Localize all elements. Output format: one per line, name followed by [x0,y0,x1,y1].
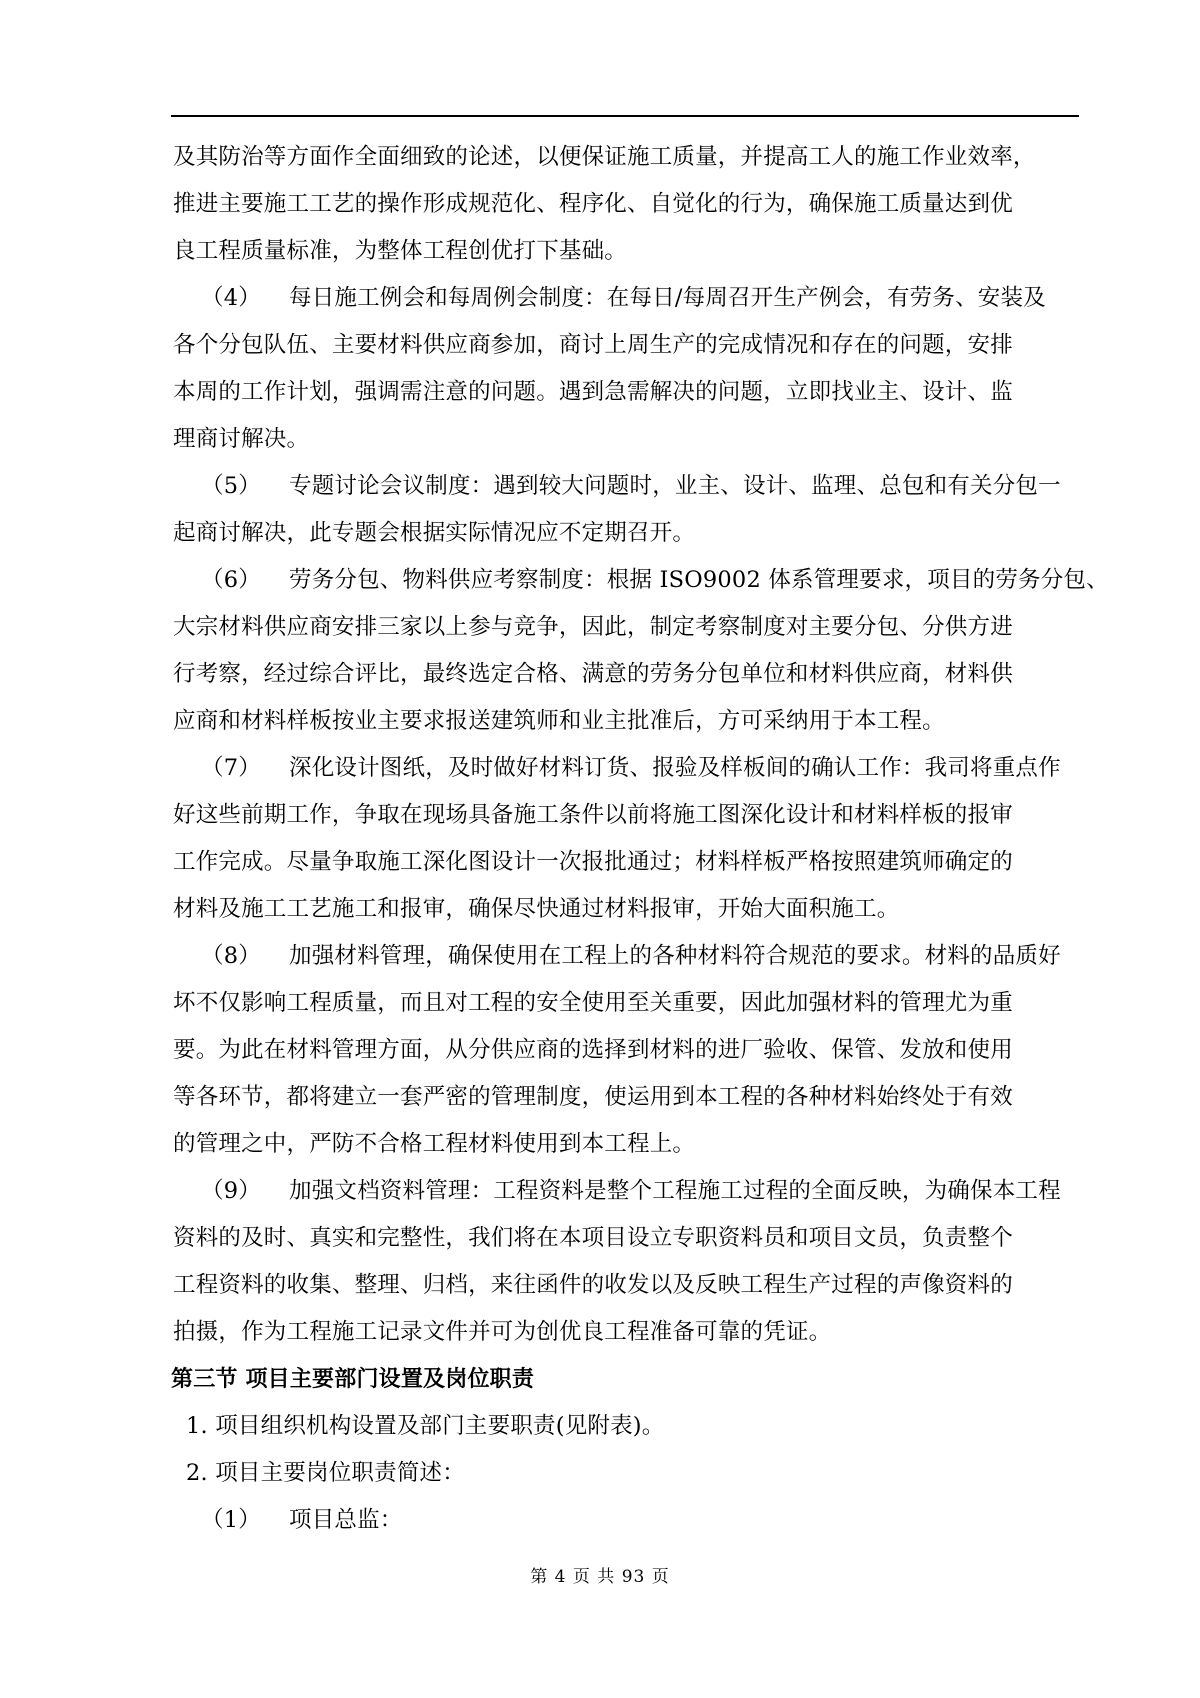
body-line: 起商讨解决，此专题会根据实际情况应不定期召开。 [173,520,696,546]
sub-item-1 [173,1497,1083,1544]
body-line: 拍摄，作为工程施工记录文件并可为创优良工程准备可靠的凭证。 [173,1319,832,1345]
item-4 [173,275,1083,322]
item-number: （1） [201,1507,261,1533]
item-6 [173,557,1109,604]
item-8 [173,933,1083,980]
item-number: （7） [201,755,261,781]
body-line: 理商讨解决。 [173,426,310,452]
item-text: 项目总监： [289,1507,403,1533]
body-line: 应商和材料样板按业主要求报送建筑师和业主批准后，方可采纳用于本工程。 [173,708,945,734]
document-body [171,134,1109,1544]
body-line: 等各环节，都将建立一套严密的管理制度，使运用到本工程的各种材料始终处于有效 [173,1084,1013,1110]
body-line: 的管理之中，严防不合格工程材料使用到本工程上。 [173,1131,696,1157]
header-rule [171,115,1079,117]
list-item-1: 1. 项目组织机构设置及部门主要职责(见附表)。 [186,1413,665,1439]
item-text: 深化设计图纸，及时做好材料订货、报验及样板间的确认工作：我司将重点作 [289,755,1061,781]
item-text: 加强文档资料管理：工程资料是整个工程施工过程的全面反映，为确保本工程 [289,1178,1061,1204]
body-line: 各个分包队伍、主要材料供应商参加，商讨上周生产的完成情况和存在的问题，安排 [173,332,1013,358]
item-text: 每日施工例会和每周例会制度：在每日/每周召开生产例会，有劳务、安装及 [289,285,1046,311]
item-text: 加强材料管理，确保使用在工程上的各种材料符合规范的要求。材料的品质好 [289,943,1061,969]
body-line: 及其防治等方面作全面细致的论述，以便保证施工质量，并提高工人的施工作业效率， [173,144,1036,170]
item-5 [173,463,1083,510]
body-line: 要。为此在材料管理方面，从分供应商的选择到材料的进厂验收、保管、发放和使用 [173,1037,1013,1063]
body-line: 推进主要施工工艺的操作形成规范化、程序化、自觉化的行为，确保施工质量达到优 [173,191,1013,217]
item-number: （4） [201,285,261,311]
item-7 [173,745,1083,792]
body-line: 行考察，经过综合评比，最终选定合格、满意的劳务分包单位和材料供应商，材料供 [173,661,1013,687]
list-item-2: 2. 项目主要岗位职责简述： [186,1460,465,1486]
item-number: （6） [201,567,261,593]
item-number: （8） [201,943,261,969]
body-line: 坏不仅影响工程质量，而且对工程的安全使用至关重要，因此加强材料的管理尤为重 [173,990,1013,1016]
body-line: 大宗材料供应商安排三家以上参与竞争，因此，制定考察制度对主要分包、分供方进 [173,614,1013,640]
body-line: 好这些前期工作，争取在现场具备施工条件以前将施工图深化设计和材料样板的报审 [173,802,1013,828]
body-line: 工程资料的收集、整理、归档，来往函件的收发以及反映工程生产过程的声像资料的 [173,1272,1013,1298]
section-heading: 第三节 项目主要部门设置及岗位职责 [171,1367,535,1392]
body-line: 资料的及时、真实和完整性，我们将在本项目设立专职资料员和项目文员，负责整个 [173,1225,1013,1251]
item-9 [173,1168,1083,1215]
page-footer: 第 4 页 共 93 页 [530,1567,670,1587]
item-text: 劳务分包、物料供应考察制度：根据 ISO9002 体系管理要求，项目的劳务分包、 [289,567,1109,593]
item-number: （5） [201,473,261,499]
item-number: （9） [201,1178,261,1204]
body-line: 良工程质量标准，为整体工程创优打下基础。 [173,238,628,264]
body-line: 材料及施工工艺施工和报审，确保尽快通过材料报审，开始大面积施工。 [173,896,900,922]
body-line: 工作完成。尽量争取施工深化图设计一次报批通过；材料样板严格按照建筑师确定的 [173,849,1013,875]
body-line: 本周的工作计划，强调需注意的问题。遇到急需解决的问题，立即找业主、设计、监 [173,379,1013,405]
item-text: 专题讨论会议制度：遇到较大问题时，业主、设计、监理、总包和有关分包一 [289,473,1061,499]
